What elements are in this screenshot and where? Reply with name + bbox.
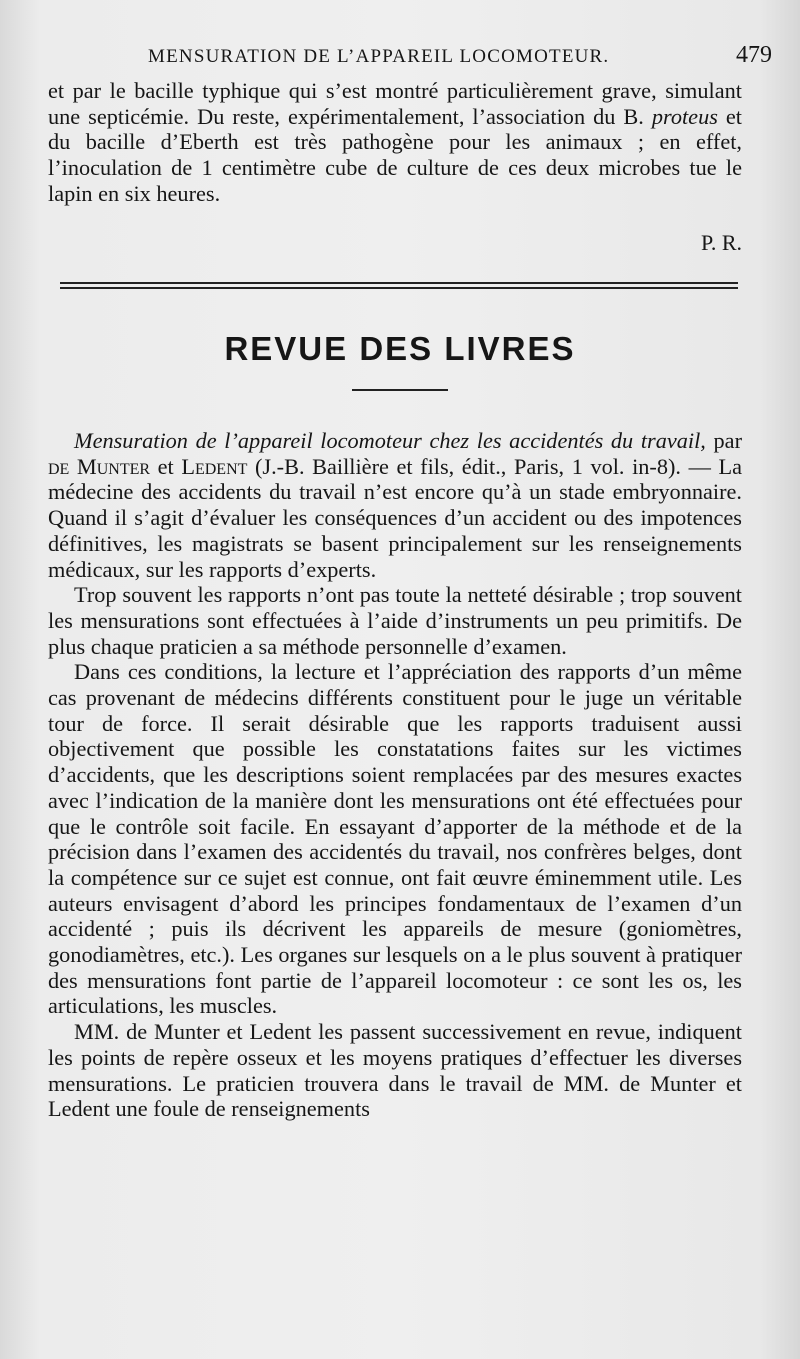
- running-title: MENSURATION DE L’APPAREIL LOCOMOTEUR.: [148, 46, 610, 67]
- review-signature: P. R.: [701, 230, 742, 255]
- organism-name: proteus: [651, 103, 718, 129]
- book-title: Mensuration de l’appareil locomoteur chez les accidentés du travail,: [74, 428, 706, 453]
- paragraph-1-rest: La médecine des accidents du travail n’est encore qu’à un stade embryonnaire. Quand il s’agit d’évaluer les conséquences d’un accident ou des impotences définitives, les magistrats se basent principalement sur les renseignements médicaux, sur les rapports d’experts.: [48, 453, 742, 582]
- by-text: par: [705, 428, 743, 453]
- section-title: REVUE DES LIVRES: [224, 330, 576, 367]
- page-number: 479: [736, 42, 772, 68]
- review-paragraph-2: Trop souvent les rapports n’ont pas toute la netteté désirable ; trop souvent les mensurations sont effectuées à l’aide d’instruments un peu primitifs. De plus chaque praticien a sa méthode personnelle d’examen.: [48, 582, 742, 659]
- book-review-text: [48, 428, 742, 1122]
- review-paragraph-4: MM. de Munter et Ledent les passent successivement en revue, indiquent les points de repère osseux et les moyens pratiques d’effectuer les diverses mensurations. Le praticien trouvera dans le travail de MM. de Munter et Ledent une foule de renseignements: [48, 1019, 742, 1122]
- author-munter: Munter: [76, 453, 151, 479]
- review-paragraph-3: Dans ces conditions, la lecture et l’appréciation des rapports d’un même cas provenant de médecins différents constituent pour le juge un véritable tour de force. Il serait désirable que les rapports traduisent aussi objectivement que possible les constatations faites sur les victimes d’accidents, que les descriptions soient remplacées par des mesures exactes avec l’indication de la manière dont les mensurations ont été effectuées pour que le contrôle soit facile. En essayant d’apporter de la méthode et de la précision dans l’examen des accidentés du travail, nos confrères belges, dont la compétence sur ce sujet est connue, ont fait œuvre éminemment utile. Les auteurs envisagent d’abord les principes fondamentaux de l’examen d’un accidenté ; puis ils décrivent les appareils de mesure (goniomètres, gonodiamètres, etc.). Les organes sur lesquels on a le plus souvent à pratiquer des mensurations font partie de l’appareil locomoteur : ce sont les os, les articulations, les muscles.: [48, 659, 742, 1019]
- review-paragraph-1: [48, 428, 742, 582]
- author-ledent: Ledent: [181, 453, 248, 479]
- title-underline: [352, 389, 448, 391]
- running-head: [140, 40, 780, 76]
- previous-review-text: [48, 78, 742, 207]
- publication-info: (J.-B. Baillière et fils, édit., Paris, 1 vol. in-8). —: [247, 453, 719, 479]
- author-particle: de: [48, 453, 70, 479]
- section-divider: [60, 282, 738, 289]
- previous-review-part2: et du bacille d’Eberth est très pathogène pour les animaux ; en effet, l’inoculation de 1 centimètre cube de culture de ces deux microbes tue le lapin en six heures.: [48, 103, 742, 206]
- previous-review-part1: et par le bacille typhique qui s’est montré particulièrement grave, simulant une septicémie. Du reste, expérimentalement, l’association du B.: [48, 78, 742, 129]
- and-text: et: [150, 453, 182, 479]
- previous-review-paragraph: [48, 78, 742, 207]
